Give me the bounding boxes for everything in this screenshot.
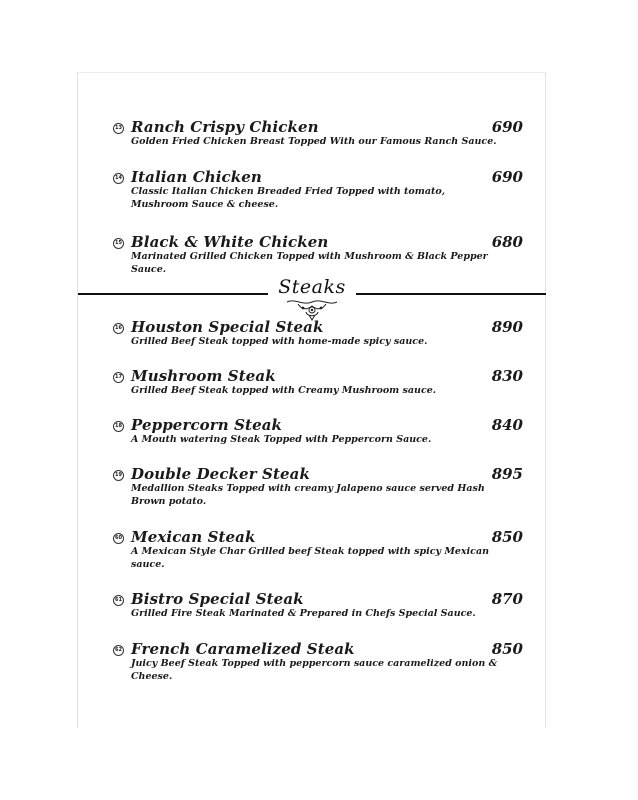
item-name: Double Decker Steak <box>131 465 310 483</box>
item-price: 830 <box>491 367 523 385</box>
item-number-badge: 18 <box>113 421 124 432</box>
item-name: Houston Special Steak <box>131 318 324 336</box>
item-description: Golden Fried Chicken Breast Topped With our Famous Ranch Sauce. <box>131 136 497 147</box>
item-price: 840 <box>491 416 523 434</box>
page-top-edge <box>77 72 546 73</box>
section-title: Steaks <box>278 276 346 298</box>
item-number-badge: 17 <box>113 372 124 383</box>
item-number-badge: 62 <box>113 645 124 656</box>
item-price: 850 <box>491 640 523 658</box>
item-name: Mexican Steak <box>131 528 256 546</box>
item-price: 680 <box>491 233 523 251</box>
item-description: Medallion Steaks Topped with creamy Jalapeno sauce served Hash Brown potato. <box>131 483 485 507</box>
item-description: A Mouth watering Steak Topped with Peppercorn Sauce. <box>131 434 432 445</box>
item-name: Black & White Chicken <box>131 233 329 251</box>
item-name: Italian Chicken <box>131 168 262 186</box>
page-left-edge <box>77 72 78 728</box>
item-price: 895 <box>491 465 523 483</box>
item-number-badge: 16 <box>113 323 124 334</box>
item-price: 690 <box>491 168 523 186</box>
item-description: A Mexican Style Char Grilled beef Steak topped with spicy Mexican sauce. <box>131 546 490 570</box>
item-number-badge: 15 <box>113 238 124 249</box>
item-price: 850 <box>491 528 523 546</box>
item-number-badge: 19 <box>113 470 124 481</box>
item-number-badge: 61 <box>113 595 124 606</box>
item-number-badge: 14 <box>113 173 124 184</box>
item-name: Mushroom Steak <box>131 367 276 385</box>
item-name: Peppercorn Steak <box>131 416 283 434</box>
section-divider-left <box>78 293 268 295</box>
item-name: Ranch Crispy Chicken <box>131 118 319 136</box>
item-number-badge: 13 <box>113 123 124 134</box>
item-description: Classic Italian Chicken Breaded Fried Topped with tomato, Mushroom Sauce & cheese. <box>131 186 446 210</box>
page-right-edge <box>545 72 546 728</box>
item-name: Bistro Special Steak <box>131 590 304 608</box>
item-description: Grilled Beef Steak topped with home-made spicy sauce. <box>131 336 428 347</box>
item-name: French Caramelized Steak <box>131 640 355 658</box>
item-description: Juicy Beef Steak Topped with peppercorn sauce caramelized onion & Cheese. <box>131 658 498 682</box>
item-price: 870 <box>491 590 523 608</box>
section-divider-right <box>356 293 546 295</box>
item-description: Marinated Grilled Chicken Topped with Mushroom & Black Pepper Sauce. <box>131 251 488 275</box>
item-price: 690 <box>491 118 523 136</box>
item-description: Grilled Beef Steak topped with Creamy Mushroom sauce. <box>131 385 437 396</box>
item-description: Grilled Fire Steak Marinated & Prepared in Chefs Special Sauce. <box>131 608 476 619</box>
item-price: 890 <box>491 318 523 336</box>
item-number-badge: 60 <box>113 533 124 544</box>
